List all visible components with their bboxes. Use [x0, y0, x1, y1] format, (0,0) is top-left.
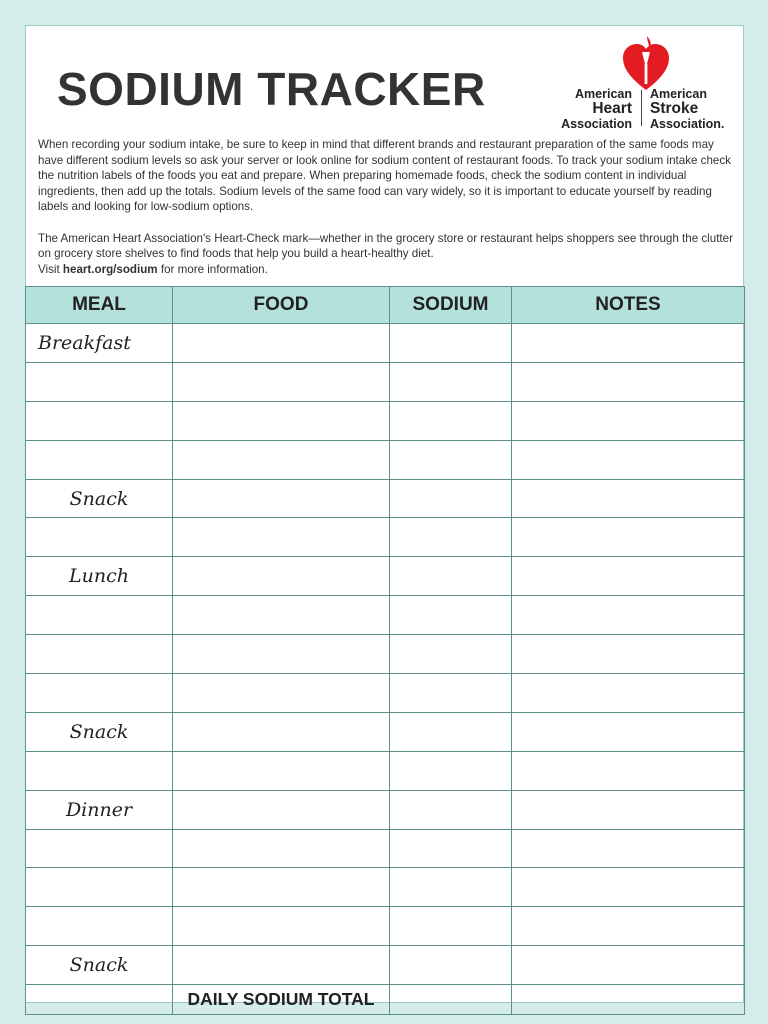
sodium-cell[interactable]	[390, 829, 512, 868]
table-row	[26, 751, 745, 790]
table-row	[26, 829, 745, 868]
meal-cell[interactable]: Lunch	[26, 557, 173, 596]
notes-cell[interactable]	[512, 362, 745, 401]
table-row	[26, 712, 745, 751]
meal-cell[interactable]	[26, 440, 173, 479]
food-cell[interactable]	[173, 324, 390, 363]
meal-cell[interactable]: Dinner	[26, 790, 173, 829]
meal-cell[interactable]	[26, 635, 173, 674]
intro-text	[38, 137, 738, 277]
table-row	[26, 479, 745, 518]
notes-cell[interactable]	[512, 440, 745, 479]
visit-prefix: Visit	[38, 262, 63, 276]
meal-cell[interactable]: Snack	[26, 712, 173, 751]
total-notes-cell[interactable]	[512, 985, 745, 1015]
food-cell[interactable]	[173, 596, 390, 635]
food-cell[interactable]	[173, 440, 390, 479]
notes-cell[interactable]	[512, 946, 745, 985]
sodium-cell[interactable]	[390, 362, 512, 401]
total-meal-cell	[26, 985, 173, 1015]
notes-cell[interactable]	[512, 518, 745, 557]
food-cell[interactable]	[173, 829, 390, 868]
asa-line-3: Association.	[650, 117, 725, 131]
visit-suffix: for more information.	[157, 262, 268, 276]
logo-divider	[641, 90, 642, 126]
sodium-cell[interactable]	[390, 635, 512, 674]
food-cell[interactable]	[173, 362, 390, 401]
notes-cell[interactable]	[512, 907, 745, 946]
heart-check-text: The American Heart Association's Heart-Check mark—whether in the grocery store or restaurant helps shoppers see through the clutter on grocery store shelves to find foods that help you build a heart-healthy diet.	[38, 231, 733, 260]
food-cell[interactable]	[173, 557, 390, 596]
food-cell[interactable]	[173, 479, 390, 518]
intro-paragraph-1: When recording your sodium intake, be sure to keep in mind that different brands and restaurant preparation of the same foods may have different sodium levels so ask your server or look online for sodium content of restaurant foods. To track your sodium intake check the nutrition labels of the foods you eat and prepare. When preparing homemade foods, check the sodium content in individual ingredients, then add up the totals. Sodium levels of the same food can vary widely, so it is important to educate yourself by reading labels and looking for low-sodium options.	[38, 138, 731, 213]
sodium-cell[interactable]	[390, 479, 512, 518]
aha-wordmark	[558, 87, 632, 131]
sodium-cell[interactable]	[390, 440, 512, 479]
food-cell[interactable]	[173, 946, 390, 985]
notes-cell[interactable]	[512, 790, 745, 829]
meal-cell[interactable]	[26, 907, 173, 946]
table-row	[26, 518, 745, 557]
notes-cell[interactable]	[512, 868, 745, 907]
food-cell[interactable]	[173, 790, 390, 829]
sodium-cell[interactable]	[390, 557, 512, 596]
meal-cell[interactable]: Snack	[26, 946, 173, 985]
asa-line-2: Stroke	[650, 100, 699, 117]
sodium-cell[interactable]	[390, 401, 512, 440]
sodium-cell[interactable]	[390, 751, 512, 790]
sodium-cell[interactable]	[390, 324, 512, 363]
sodium-link[interactable]: heart.org/sodium	[62, 262, 158, 276]
food-cell[interactable]	[173, 635, 390, 674]
meal-column-header: MEAL	[26, 287, 173, 324]
table-row	[26, 674, 745, 713]
table-row	[26, 440, 745, 479]
table-row	[26, 635, 745, 674]
notes-cell[interactable]	[512, 751, 745, 790]
table-row	[26, 868, 745, 907]
notes-cell[interactable]	[512, 635, 745, 674]
heart-torch-icon	[620, 34, 672, 94]
food-cell[interactable]	[173, 518, 390, 557]
meal-cell[interactable]	[26, 674, 173, 713]
food-cell[interactable]	[173, 401, 390, 440]
food-column-header: FOOD	[173, 287, 390, 324]
sodium-column-header: SODIUM	[390, 287, 512, 324]
notes-cell[interactable]	[512, 479, 745, 518]
table-row	[26, 557, 745, 596]
notes-cell[interactable]	[512, 712, 745, 751]
meal-cell[interactable]	[26, 596, 173, 635]
table-row	[26, 790, 745, 829]
aha-line-2: Heart	[592, 100, 632, 117]
food-cell[interactable]	[173, 674, 390, 713]
sodium-cell[interactable]	[390, 907, 512, 946]
meal-cell[interactable]: Breakfast	[26, 324, 173, 363]
food-cell[interactable]	[173, 907, 390, 946]
meal-cell[interactable]	[26, 518, 173, 557]
intro-paragraph-2	[38, 231, 738, 278]
sodium-cell[interactable]	[390, 712, 512, 751]
notes-cell[interactable]	[512, 557, 745, 596]
sodium-cell[interactable]	[390, 790, 512, 829]
daily-total-row	[26, 985, 745, 1015]
notes-cell[interactable]	[512, 829, 745, 868]
sodium-cell[interactable]	[390, 518, 512, 557]
food-cell[interactable]	[173, 712, 390, 751]
notes-cell[interactable]	[512, 324, 745, 363]
notes-cell[interactable]	[512, 596, 745, 635]
food-cell[interactable]	[173, 751, 390, 790]
table-row	[26, 401, 745, 440]
table-row	[26, 324, 745, 363]
table-header-row	[26, 287, 745, 324]
sodium-cell[interactable]	[390, 596, 512, 635]
aha-line-1: American	[575, 87, 632, 101]
table-body	[26, 324, 745, 1015]
aha-asa-logo	[558, 34, 738, 131]
daily-sodium-total-label: DAILY SODIUM TOTAL	[173, 985, 390, 1015]
table-row	[26, 907, 745, 946]
food-cell[interactable]	[173, 868, 390, 907]
table-row	[26, 946, 745, 985]
asa-line-1: American	[650, 87, 707, 101]
meal-cell[interactable]	[26, 868, 173, 907]
sodium-cell[interactable]	[390, 868, 512, 907]
notes-column-header: NOTES	[512, 287, 745, 324]
asa-wordmark	[650, 87, 740, 131]
table-row	[26, 596, 745, 635]
daily-sodium-total-value[interactable]	[390, 985, 512, 1015]
page-title: SODIUM TRACKER	[57, 63, 486, 115]
notes-cell[interactable]	[512, 401, 745, 440]
aha-line-3: Association	[561, 117, 632, 131]
meal-cell[interactable]	[26, 401, 173, 440]
meal-cell[interactable]	[26, 362, 173, 401]
meal-cell[interactable]: Snack	[26, 479, 173, 518]
sodium-cell[interactable]	[390, 946, 512, 985]
meal-cell[interactable]	[26, 751, 173, 790]
sodium-table	[25, 286, 745, 1015]
sodium-cell[interactable]	[390, 674, 512, 713]
meal-cell[interactable]	[26, 829, 173, 868]
table-row	[26, 362, 745, 401]
notes-cell[interactable]	[512, 674, 745, 713]
tracker-sheet	[25, 25, 744, 1010]
